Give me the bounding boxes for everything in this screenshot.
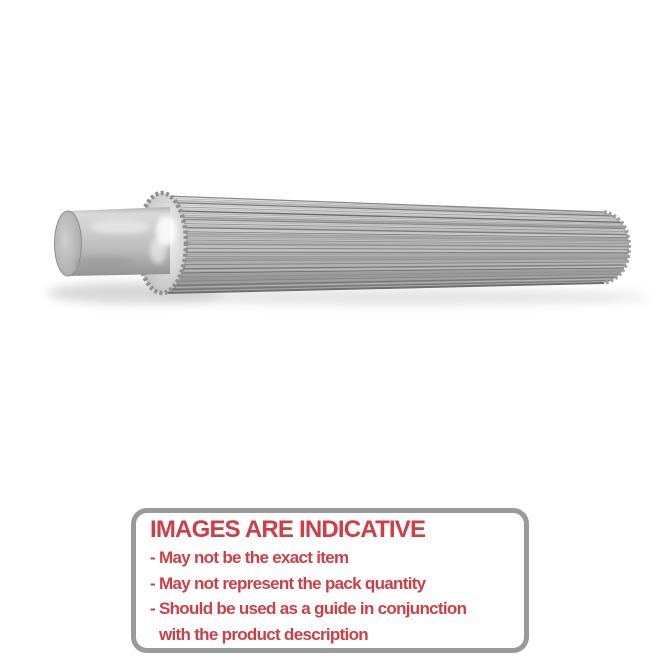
- disclaimer-line: - May not be the exact item: [150, 548, 349, 567]
- disclaimer-line: - May not represent the pack quantity: [150, 573, 426, 593]
- disclaimer-line: - Should be used as a guide in conjunction: [150, 599, 467, 618]
- indicative-disclaimer-box: [131, 508, 529, 653]
- pilot-shaft-end-face: [55, 211, 82, 276]
- disclaimer-line: with the product description: [159, 624, 368, 644]
- disclaimer-title: IMAGES ARE INDICATIVE: [150, 516, 426, 543]
